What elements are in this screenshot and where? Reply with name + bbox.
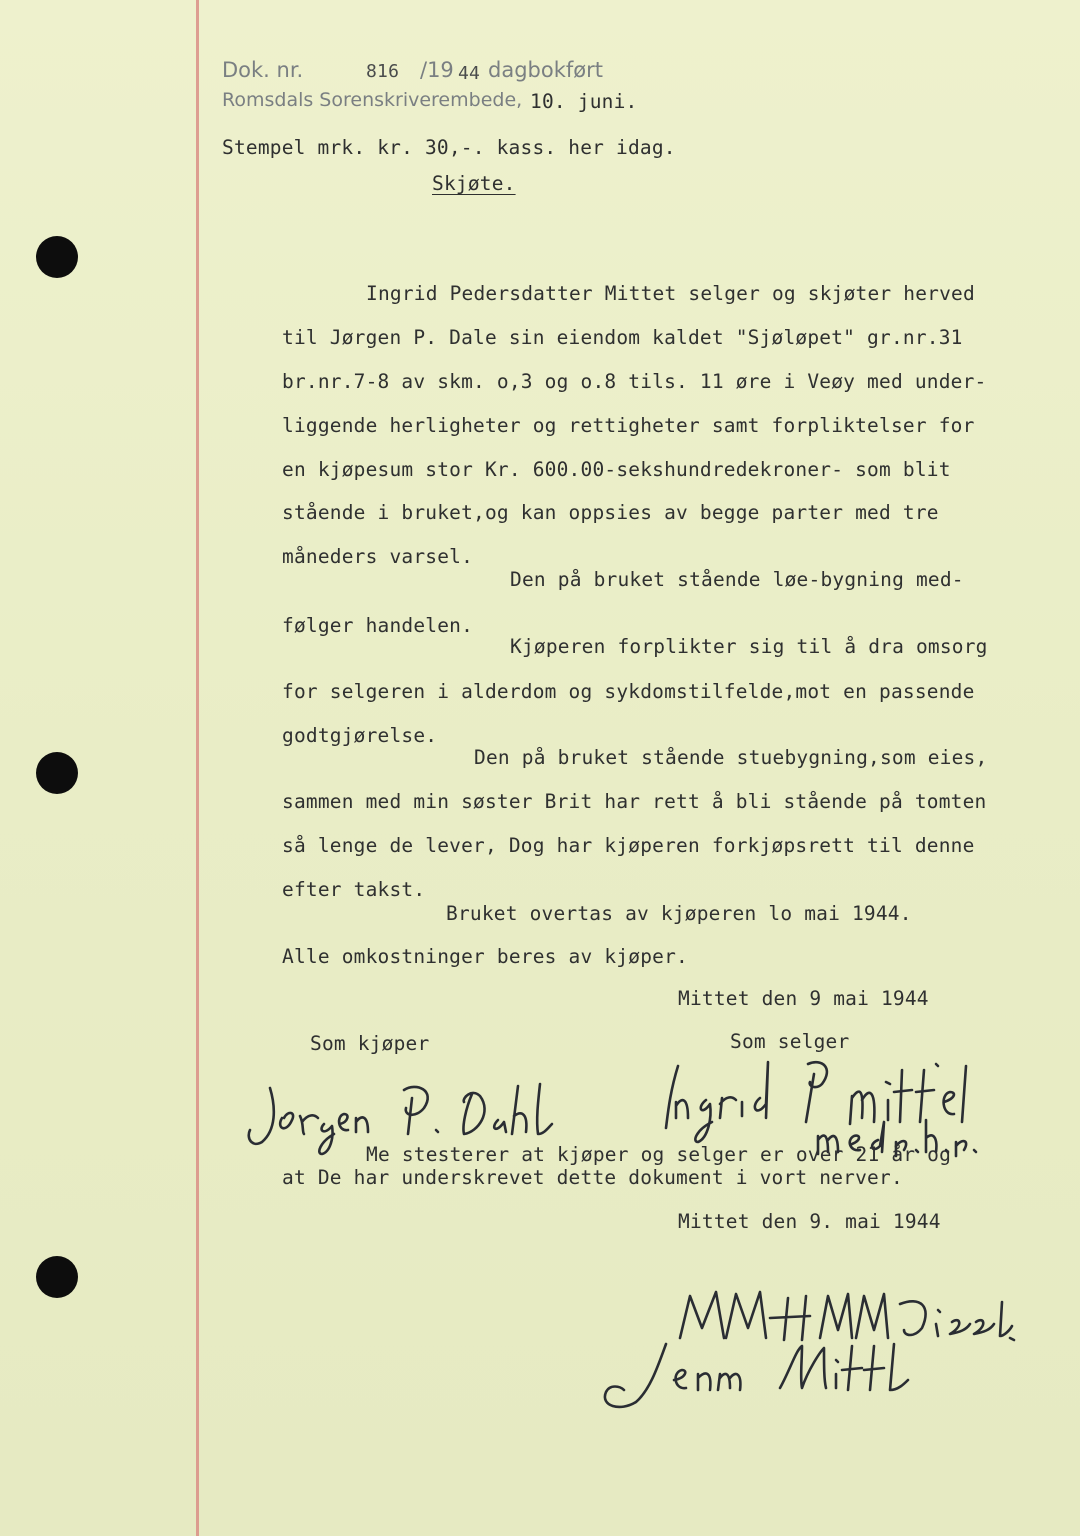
stamp-year-suffix: 44 [458, 63, 481, 84]
seller-label: Som selger [730, 1030, 850, 1053]
body-line-13: Den på bruket stående stuebygning,som eies, [474, 746, 988, 769]
body-line-3: br.nr.7-8 av skm. o,3 og o.8 tils. 11 øre i Veøy med under- [282, 370, 987, 393]
stamp-office: Romsdals Sorenskriverembede, [222, 89, 523, 111]
witness-line-1: Me stesterer at kjøper og selger er over 21 år og [366, 1143, 952, 1166]
witness-date-line: Mittet den 9. mai 1944 [678, 1210, 941, 1233]
punch-hole-bottom [36, 1256, 78, 1298]
body-line-11: for selgeren i alderdom og sykdomstilfelde,mot en passende [282, 680, 975, 703]
body-line-5: en kjøpesum stor Kr. 600.00-sekshundredekroner- som blit [282, 458, 951, 481]
margin-rule [196, 0, 199, 1536]
body-line-9: følger handelen. [282, 614, 474, 637]
body-line-16: efter takst. [282, 878, 426, 901]
body-line-6: stående i bruket,og kan oppsies av begge parter med tre [282, 501, 939, 524]
body-line-4: liggende herligheter og rettigheter samt forpliktelser for [282, 414, 975, 437]
stamp-dok-nr: Dok. nr. [222, 58, 304, 82]
body-line-18: Alle omkostninger beres av kjøper. [282, 945, 688, 968]
stamp-doc-number: 816 [366, 61, 400, 82]
witness-line-2: at De har underskrevet dette dokument i vort nerver. [282, 1166, 903, 1189]
body-line-15: så lenge de lever, Dog har kjøperen forkjøpsrett til denne [282, 834, 975, 857]
stamp-dagbokfort: dagbokført [488, 58, 603, 82]
body-line-17: Bruket overtas av kjøperen lo mai 1944. [446, 902, 912, 925]
stamp-year-prefix: /19 [420, 58, 454, 82]
body-line-10: Kjøperen forplikter sig til å dra omsorg [510, 635, 988, 658]
witness-signature-2 [580, 1330, 980, 1420]
place-date-line: Mittet den 9 mai 1944 [678, 987, 929, 1010]
document-title: Skjøte. [432, 172, 516, 195]
buyer-label: Som kjøper [310, 1032, 430, 1055]
body-line-8: Den på bruket stående løe-bygning med- [510, 568, 964, 591]
body-line-12: godtgjørelse. [282, 724, 438, 747]
body-line-7: måneders varsel. [282, 545, 474, 568]
body-line-14: sammen med min søster Brit har rett å bli stående på tomten [282, 790, 987, 813]
stamp-fee-line: Stempel mrk. kr. 30,-. kass. her idag. [222, 136, 676, 159]
body-line-1: Ingrid Pedersdatter Mittet selger og skjøter herved [366, 282, 975, 305]
punch-hole-top [36, 236, 78, 278]
punch-hole-middle [36, 752, 78, 794]
stamp-date: 10. juni. [530, 90, 638, 113]
body-line-2: til Jørgen P. Dale sin eiendom kaldet "Sjøløpet" gr.nr.31 [282, 326, 963, 349]
